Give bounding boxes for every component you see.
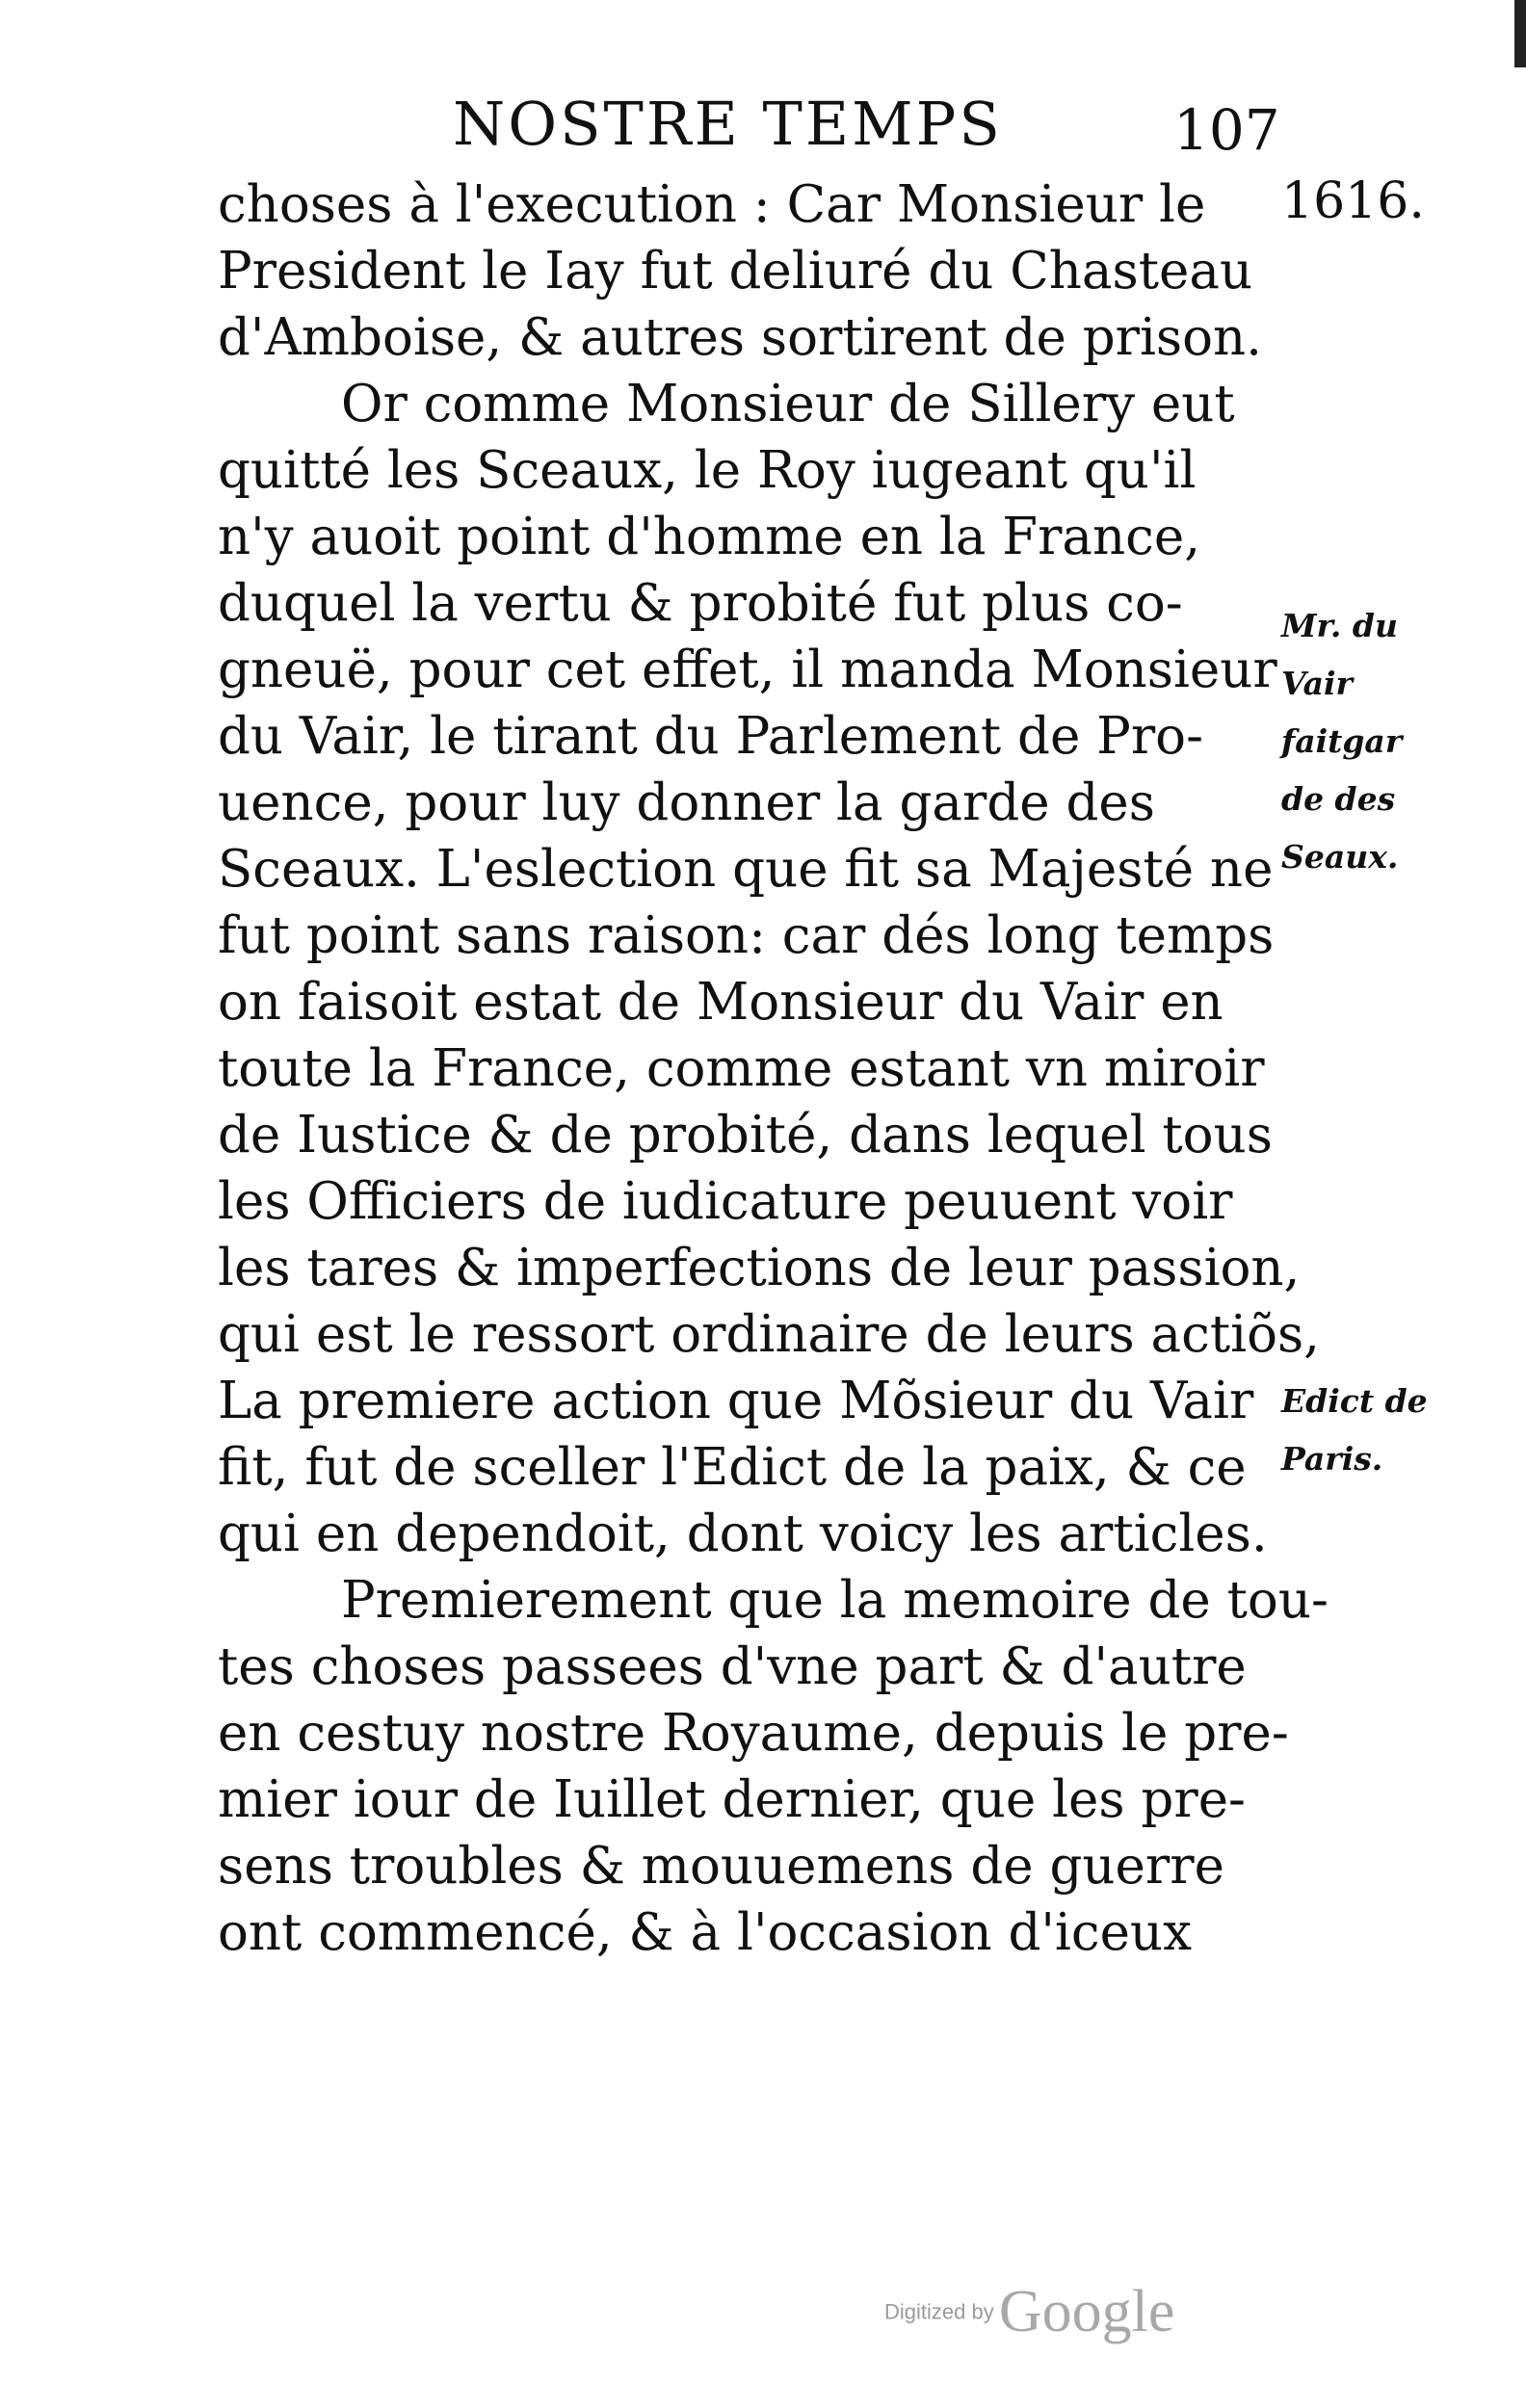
text-line: en cestuy nostre Royaume, depuis le pre- xyxy=(218,1704,1289,1763)
body-text xyxy=(218,171,1329,1966)
running-head: NOSTRE TEMPS xyxy=(453,89,1003,159)
text-line: duquel la vertu & probité fut plus co- xyxy=(218,574,1183,633)
text-line: ont commencé, & à l'occasion d'iceux xyxy=(218,1903,1192,1962)
margin-note-line: Vair xyxy=(1281,665,1353,702)
text-line: Or comme Monsieur de Sillery eut xyxy=(341,375,1235,433)
text-line: d'Amboise, & autres sortirent de prison. xyxy=(218,308,1262,367)
text-line: mier iour de Iuillet dernier, que les pre- xyxy=(218,1770,1246,1829)
text-line: toute la France, comme estant vn miroir xyxy=(218,1039,1265,1098)
text-line: gneuë, pour cet effet, il manda Monsieur xyxy=(218,641,1277,699)
text-line: les tares & imperfections de leur passion, xyxy=(218,1239,1301,1297)
text-line: sens troubles & mouuemens de guerre xyxy=(218,1837,1224,1896)
margin-note-line: Edict de xyxy=(1281,1382,1428,1420)
text-line: de Iustice & de probité, dans lequel tous xyxy=(218,1106,1273,1165)
text-line: President le Iay fut deliuré du Chasteau xyxy=(218,242,1253,301)
text-line: qui en dependoit, dont voicy les articles. xyxy=(218,1505,1268,1563)
margin-note-du-vair xyxy=(1281,597,1455,886)
text-line: uence, pour luy donner la garde des xyxy=(218,773,1155,832)
margin-note-line: de des xyxy=(1281,780,1396,818)
text-line: qui est le ressort ordinaire de leurs actiõs, xyxy=(218,1305,1321,1364)
scan-edge-bar xyxy=(1514,0,1526,67)
margin-note-line: Paris. xyxy=(1281,1440,1383,1478)
google-logo: Google xyxy=(998,2279,1175,2344)
margin-note-line: Seaux. xyxy=(1281,838,1399,876)
text-line: du Vair, le tirant du Parlement de Pro- xyxy=(218,707,1203,766)
margin-note-line: faitgar xyxy=(1281,722,1403,760)
watermark-prefix: Digitized by xyxy=(884,2299,994,2324)
text-line: quitté les Sceaux, le Roy iugeant qu'il xyxy=(218,441,1197,500)
digitized-watermark xyxy=(884,2278,1174,2346)
text-line: n'y auoit point d'homme en la France, xyxy=(218,508,1201,566)
margin-note-edict xyxy=(1281,1373,1455,1488)
margin-note-line: Mr. du xyxy=(1281,607,1398,644)
text-line: La premiere action que Mõsieur du Vair xyxy=(218,1372,1254,1430)
text-line: Sceaux. L'eslection que fit sa Majesté ne xyxy=(218,840,1274,899)
text-line: on faisoit estat de Monsieur du Vair en xyxy=(218,973,1223,1032)
text-line: fit, fut de sceller l'Edict de la paix, & ce xyxy=(218,1438,1247,1497)
margin-year: 1616. xyxy=(1281,172,1425,230)
page-number: 107 xyxy=(1173,97,1280,163)
text-line: Premierement que la memoire de tou- xyxy=(341,1571,1329,1630)
text-line: fut point sans raison: car dés long temps xyxy=(218,906,1275,965)
text-line: les Officiers de iudicature peuuent voir xyxy=(218,1172,1233,1231)
text-line: choses à l'execution : Car Monsieur le xyxy=(218,175,1206,234)
text-line: tes choses passees d'vne part & d'autre xyxy=(218,1637,1247,1696)
